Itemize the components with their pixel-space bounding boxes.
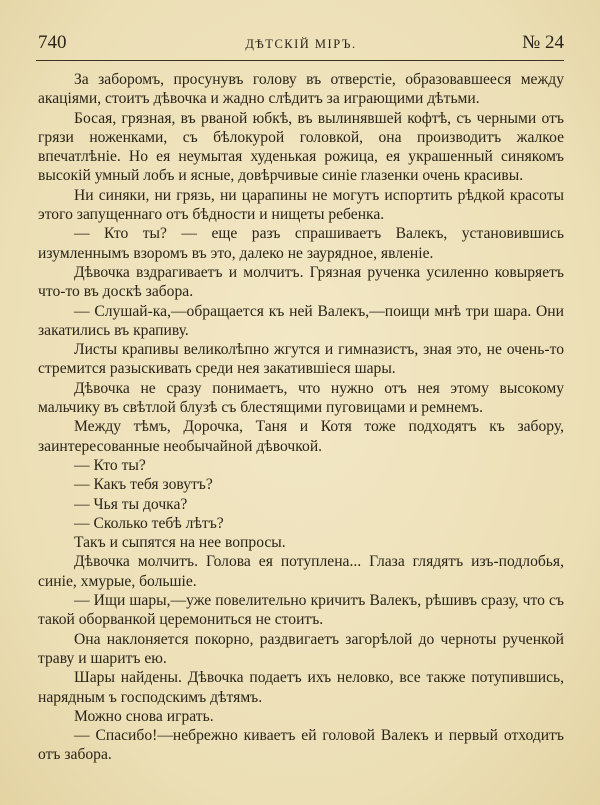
dialogue-line: — Чья ты дочка? [74, 495, 188, 513]
dialogue-line: — Какъ тебя зовутъ? [74, 476, 213, 494]
paragraph: Шары найдены. Дѣвочка подаетъ ихъ неловко, все также потупившись, нарядным ъ господскимъ дѣтямъ. [38, 669, 564, 706]
journal-title: ДѢТСКІЙ МІРЪ. [245, 37, 357, 51]
paragraph: Между тѣмъ, Дорочка, Таня и Котя тоже подходятъ къ забору, заинтересованные необычайной дѣвочкой. [38, 418, 564, 455]
paragraph: Босая, грязная, въ рваной юбкѣ, въ вылинявшей кофтѣ, съ черными отъ грязи ноженками, съ бѣлокурой головкой, она производитъ жалкое впечатлѣніе. Но ея неумытая худенькая рожица, ея украшенный синякомъ высокій умный лобъ и ясные, довѣрчивые синіе глазенки очень красивы. [38, 109, 564, 185]
header-rule [36, 60, 564, 61]
paragraph: — Спасибо!—небрежно киваетъ ей головой Валекъ и первый отходитъ отъ забора. [38, 727, 564, 764]
paragraph: — Ищи шары,—уже повелительно кричитъ Валекъ, рѣшивъ сразу, что съ такой оборванкой церемониться не стоитъ. [38, 592, 564, 629]
paragraph: Листы крапивы великолѣпно жгутся и гимназистъ, зная это, не очень-то стремится разыскивать среди нея закатившіеся шары. [38, 341, 564, 378]
story-text [38, 70, 564, 765]
paragraph: Можно снова играть. [74, 707, 214, 725]
paragraph: — Слушай-ка,—обращается къ ней Валекъ,—поищи мнѣ три шара. Они закатились въ крапиву. [38, 302, 564, 339]
paragraph: Дѣвочка вздрагиваетъ и молчитъ. Грязная рученка усиленно ковыряетъ что-то въ доскѣ забора. [38, 263, 564, 301]
paragraph: Дѣвочка молчитъ. Голова ея потуплена... Глаза глядятъ изъ-подлобья, синіе, хмурые, большіе. [38, 553, 564, 590]
paragraph: За заборомъ, просунувъ голову въ отверстіе, образовавшееся между акаціями, стоитъ дѣвочка и жадно слѣдитъ за играющими дѣтьми. [38, 71, 564, 108]
page-number: 740 [38, 32, 67, 53]
issue-number: № 24 [522, 32, 564, 53]
paragraph: Такъ и сыпятся на нее вопросы. [74, 534, 286, 552]
dialogue-line: — Сколько тебѣ лѣтъ? [74, 514, 224, 532]
paragraph: Дѣвочка не сразу понимаетъ, что нужно отъ нея этому высокому мальчику въ свѣтлой блузѣ съ блестящими пуговицами и ремнемъ. [38, 379, 564, 417]
dialogue-line: — Кто ты? [74, 456, 146, 474]
paragraph: — Кто ты? — еще разъ спрашиваетъ Валекъ, установившись изумленнымъ взоромъ въ это, далеко не заурядное, явленіе. [38, 225, 564, 262]
paragraph: Она наклоняется покорно, раздвигаетъ загорѣлой до черноты рученкой траву и шаритъ ею. [38, 630, 564, 667]
page-header [38, 30, 564, 58]
paragraph: Ни синяки, ни грязь, ни царапины не могутъ испортить рѣдкой красоты этого запущеннаго отъ бѣдности и нищеты ребенка. [38, 186, 564, 224]
